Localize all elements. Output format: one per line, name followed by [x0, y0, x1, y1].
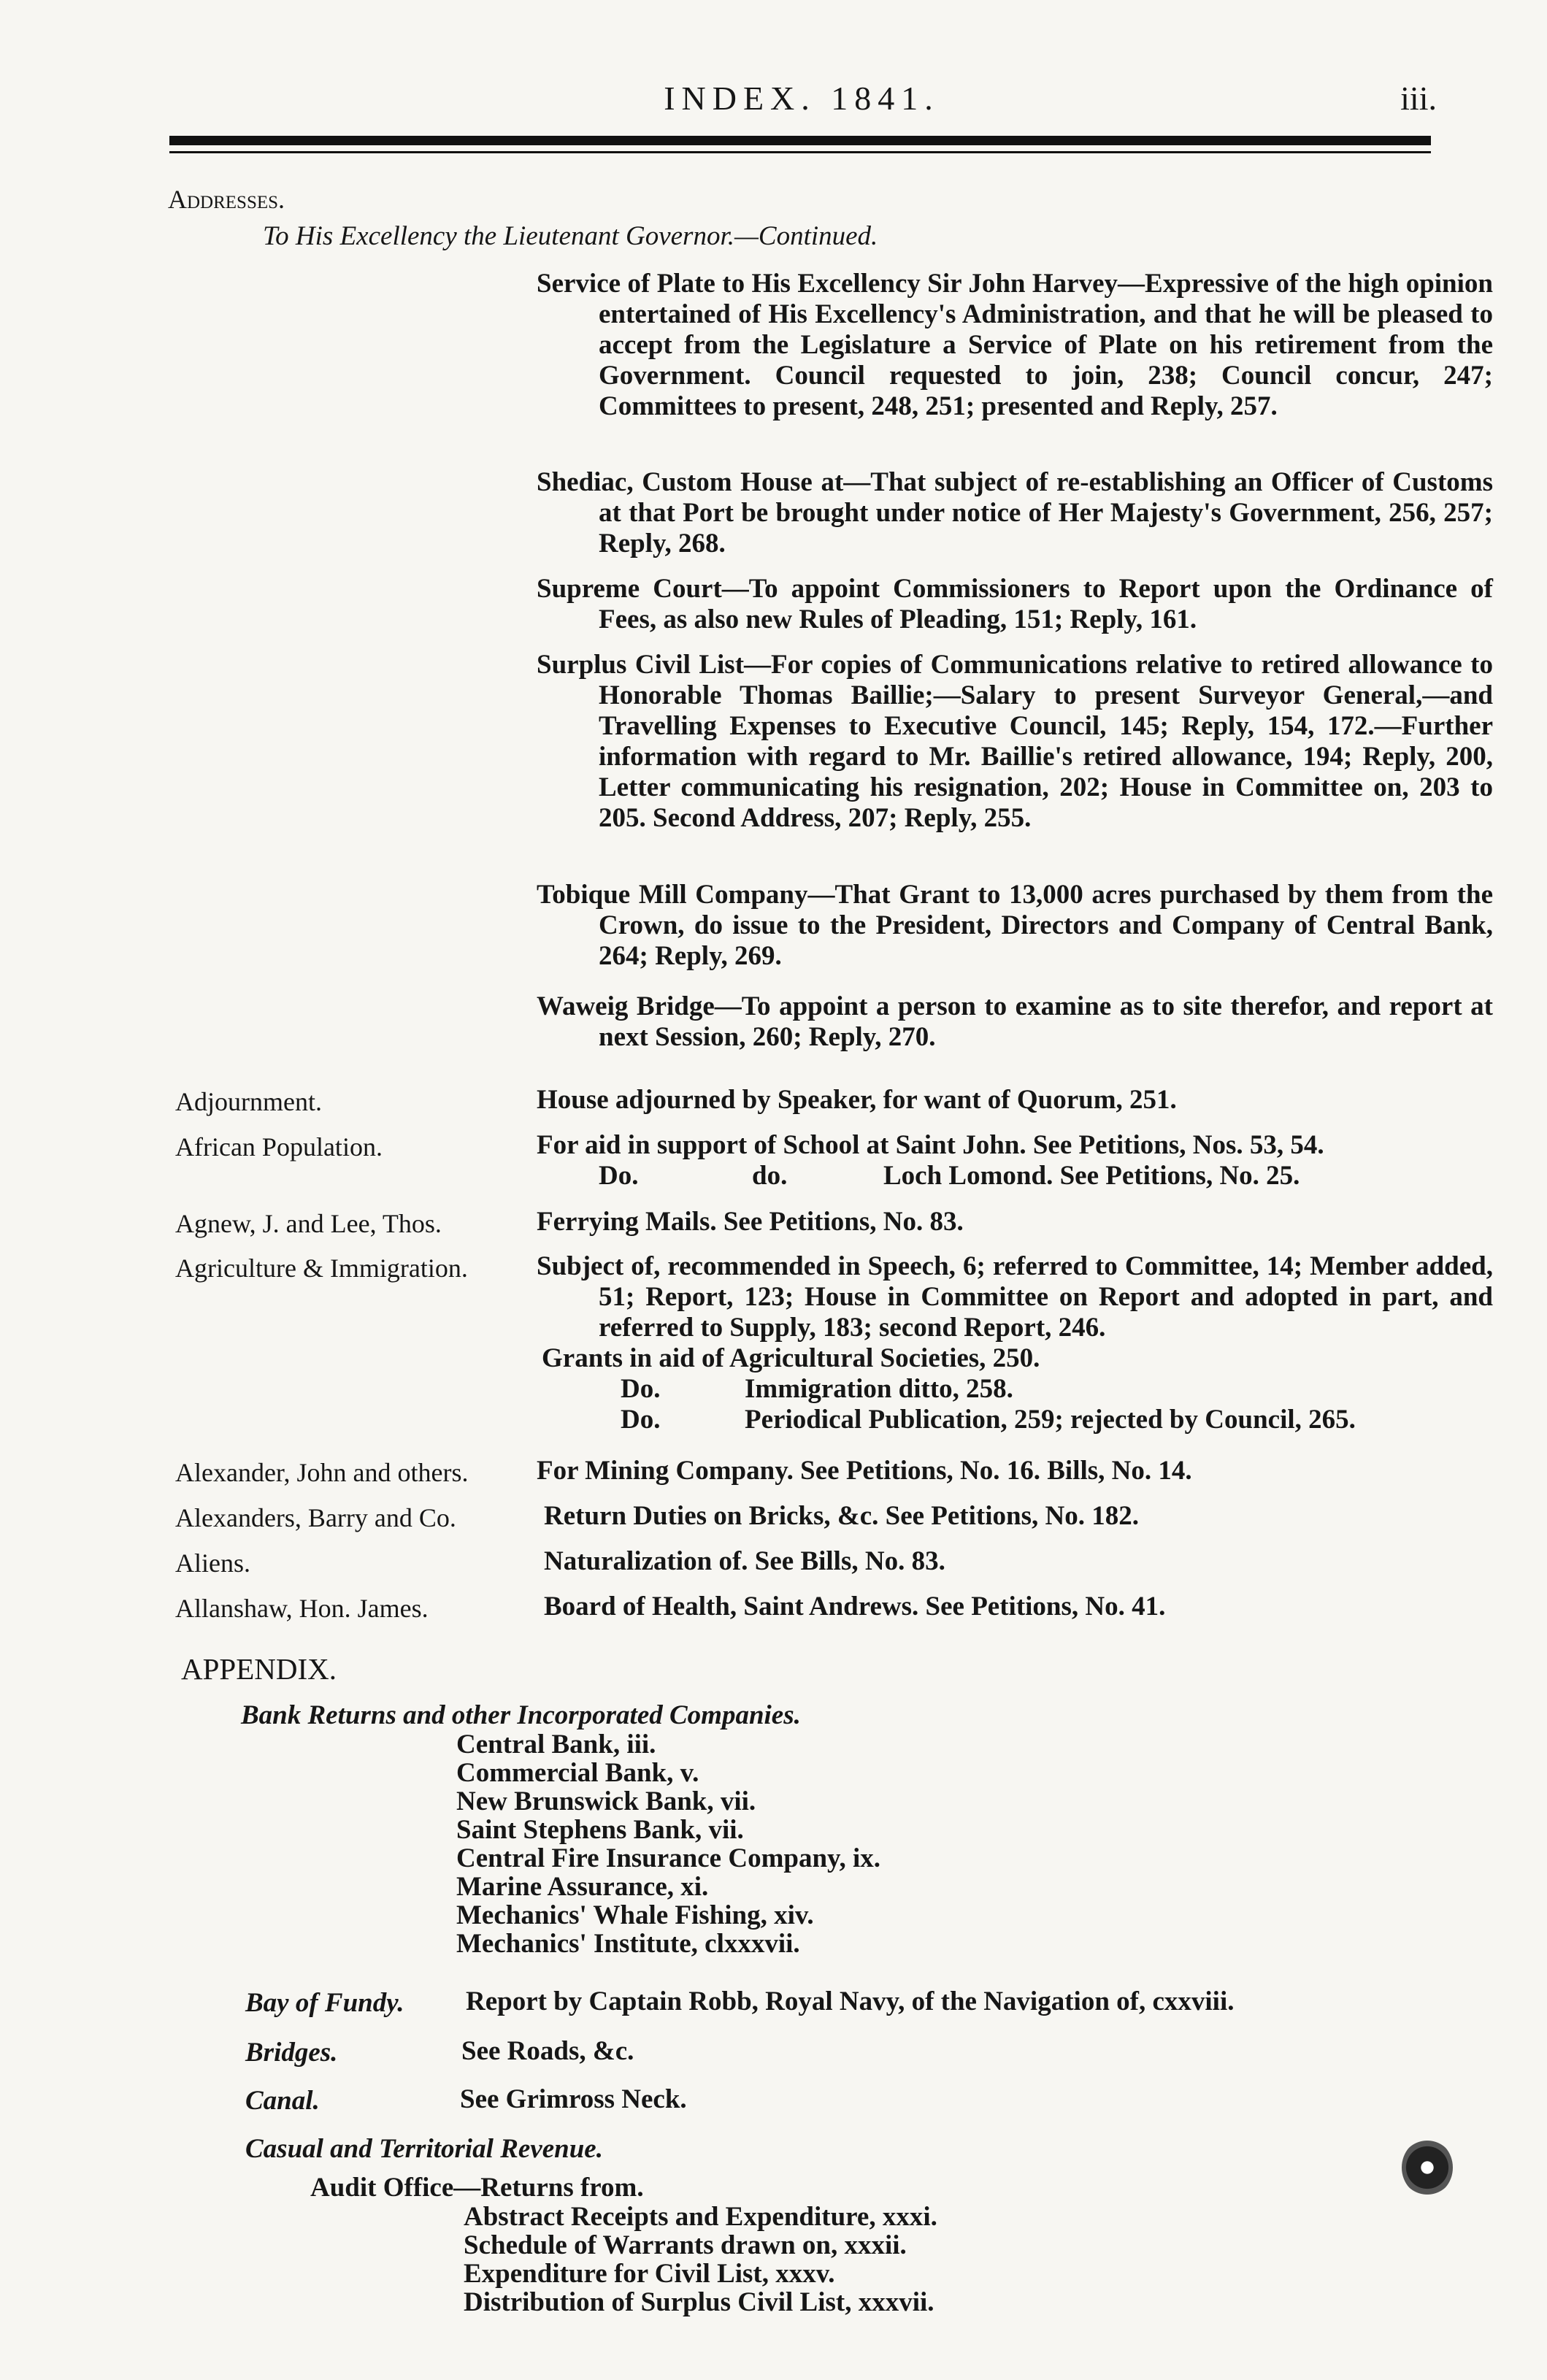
text-adjournment: House adjourned by Speaker, for want of Quorum, 251. [537, 1085, 1177, 1115]
bank-returns-list [456, 1730, 880, 1958]
text-allanshaw: Board of Health, Saint Andrews. See Petitions, No. 41. [544, 1592, 1166, 1621]
entry-shediac-custom-house: Shediac, Custom House at—That subject of re-establishing an Officer of Customs at that Port be brought under notice of Her Majesty's Government, 256, 257; Reply, 268. [537, 467, 1493, 558]
text-african-line2 [599, 1161, 1300, 1191]
list-item: Distribution of Surplus Civil List, xxxvii. [464, 2287, 934, 2317]
appendix-heading: APPENDIX. [181, 1652, 337, 1686]
bridges-text: See Roads, &c. [461, 2036, 634, 2066]
term-aliens: Aliens. [175, 1548, 250, 1578]
term-alexander: Alexander, John and others. [175, 1458, 469, 1487]
text-alexanders-barry: Return Duties on Bricks, &c. See Petitions, No. 182. [544, 1501, 1139, 1531]
ditto-do: Do. [621, 1405, 661, 1435]
entry-surplus-civil-list: Surplus Civil List—For copies of Communications relative to retired allowance to Honorable Thomas Baillie;—Salary to present Surveyor General,—and Travelling Expenses to Executive Council, 145; Reply, 154, 172.—Further information with regard to Mr. Baillie's retired allowance, 194; Reply, 200, Letter communicating his resignation, 202; House in Committee on, 203 to 205. Second Address, 207; Reply, 255. [537, 650, 1493, 833]
list-item: Saint Stephens Bank, vii. [456, 1815, 744, 1845]
text-agriculture-grant3 [621, 1405, 1356, 1435]
term-allanshaw: Allanshaw, Hon. James. [175, 1594, 429, 1623]
text-agnew: Ferrying Mails. See Petitions, No. 83. [537, 1207, 964, 1237]
grant3-text: Periodical Publication, 259; rejected by Council, 265. [745, 1405, 1356, 1435]
ditto-do: Do. [599, 1161, 639, 1191]
ink-blot [1402, 2139, 1453, 2196]
ditto-mark: do. [752, 1161, 788, 1191]
list-item: Expenditure for Civil List, xxxv. [464, 2259, 835, 2289]
ditto-rest: Loch Lomond. See Petitions, No. 25. [883, 1161, 1300, 1191]
canal-label: Canal. [245, 2086, 320, 2116]
list-item: Abstract Receipts and Expenditure, xxxi. [464, 2202, 937, 2232]
page-header [166, 79, 1437, 123]
addresses-heading: Addresses. [168, 185, 285, 214]
casual-revenue-heading: Casual and Territorial Revenue. [245, 2134, 603, 2164]
text-agriculture-grant2 [621, 1374, 1013, 1405]
bay-of-fundy-text: Report by Captain Robb, Royal Navy, of the Navigation of, cxxviii. [466, 1986, 1235, 2016]
header-rule-thick [169, 136, 1431, 145]
term-alexanders-barry: Alexanders, Barry and Co. [175, 1503, 456, 1532]
term-adjournment: Adjournment. [175, 1087, 322, 1116]
entry-supreme-court: Supreme Court—To appoint Commissioners to Report upon the Ordinance of Fees, as also new Rules of Pleading, 151; Reply, 161. [537, 574, 1493, 634]
addresses-subheading: To His Excellency the Lieutenant Governor.—Continued. [263, 221, 878, 251]
list-item: Commercial Bank, v. [456, 1758, 699, 1788]
term-agriculture: Agriculture & Immigration. [175, 1254, 468, 1283]
entry-tobique-mill-company: Tobique Mill Company—That Grant to 13,000 acres purchased by them from the Crown, do issue to the President, Directors and Company of Central Bank, 264; Reply, 269. [537, 880, 1493, 971]
bay-of-fundy-label: Bay of Fundy. [245, 1988, 404, 2018]
canal-text: See Grimross Neck. [460, 2084, 687, 2114]
term-agnew: Agnew, J. and Lee, Thos. [175, 1209, 442, 1238]
entry-service-of-plate: Service of Plate to His Excellency Sir John Harvey—Expressive of the high opinion entertained of His Excellency's Administration, and that he will be pleased to accept from the Legislature a Service of Plate on his retirement from the Government. Council requested to join, 238; Council concur, 247; Committees to present, 248, 251; presented and Reply, 257. [537, 269, 1493, 421]
ditto-do: Do. [621, 1374, 661, 1404]
list-item: New Brunswick Bank, vii. [456, 1786, 756, 1816]
bank-returns-heading: Bank Returns and other Incorporated Companies. [241, 1700, 801, 1730]
list-item: Mechanics' Whale Fishing, xiv. [456, 1900, 814, 1930]
list-item: Central Fire Insurance Company, ix. [456, 1843, 881, 1873]
list-item: Mechanics' Institute, clxxxvii. [456, 1929, 800, 1959]
text-aliens: Naturalization of. See Bills, No. 83. [544, 1546, 945, 1576]
entry-waweig-bridge: Waweig Bridge—To appoint a person to examine as to site therefor, and report at next Session, 260; Reply, 270. [537, 991, 1493, 1052]
running-title: INDEX. 1841. [664, 80, 940, 117]
bridges-label: Bridges. [245, 2038, 338, 2068]
text-agriculture: Subject of, recommended in Speech, 6; referred to Committee, 14; Member added, 51; Report, 123; House in Committee on Report and adopted in part, and referred to Supply, 183; second Report, 246. [537, 1251, 1493, 1343]
audit-office-list [464, 2203, 937, 2316]
audit-office-heading: Audit Office—Returns from. [310, 2173, 644, 2203]
list-item: Central Bank, iii. [456, 1730, 656, 1759]
text-alexander: For Mining Company. See Petitions, No. 16. Bills, No. 14. [537, 1456, 1192, 1486]
text-agriculture-grants: Grants in aid of Agricultural Societies, 250. [542, 1343, 1040, 1373]
grant2-text: Immigration ditto, 258. [745, 1374, 1013, 1404]
list-item: Marine Assurance, xi. [456, 1872, 709, 1902]
page-number: iii. [1400, 80, 1437, 117]
term-african-population: African Population. [175, 1132, 383, 1162]
text-african-line1: For aid in support of School at Saint John. See Petitions, Nos. 53, 54. [537, 1130, 1324, 1160]
header-rule-thin [169, 151, 1431, 153]
list-item: Schedule of Warrants drawn on, xxxii. [464, 2230, 907, 2260]
